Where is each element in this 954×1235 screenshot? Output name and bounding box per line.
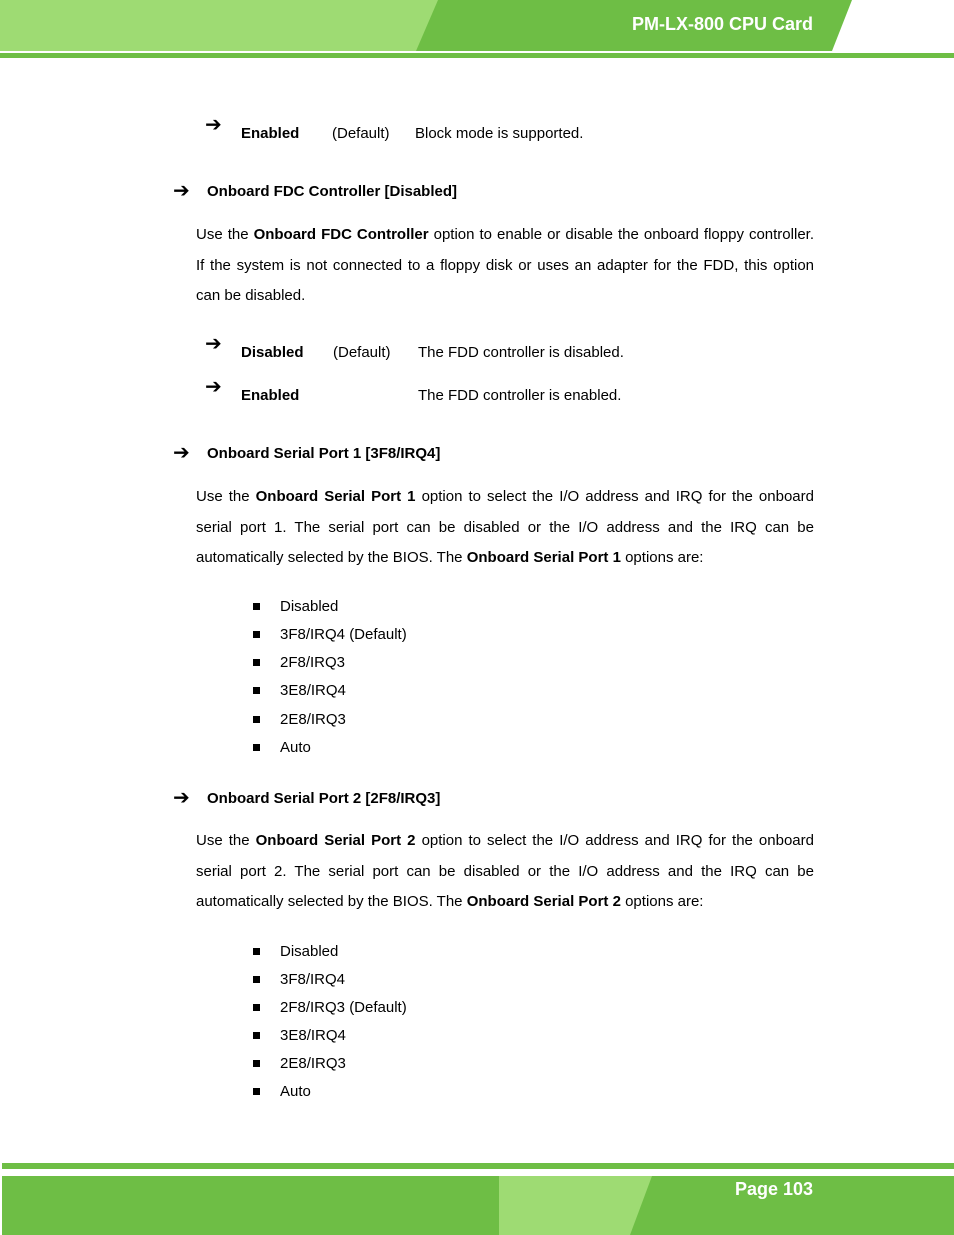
- arrow-icon: ➔: [205, 376, 222, 398]
- option-description: The FDD controller is disabled.: [418, 344, 624, 361]
- list-item: Disabled: [280, 598, 339, 615]
- option-label: Enabled: [241, 387, 300, 404]
- text: options are:: [620, 549, 704, 567]
- footer-rule: [2, 1163, 954, 1169]
- text: options are:: [620, 893, 704, 911]
- text: option to select the I/O address and IRQ for the onboard serial port 2. The serial port can be disabled or the I/O address and the IRQ can be automatically selected by the BIOS. The: [196, 832, 814, 911]
- arrow-icon: ➔: [173, 442, 190, 464]
- header-title: PM-LX-800 CPU Card: [631, 14, 813, 34]
- text: option to enable or disable the onboard floppy controller. If the system is not connected to a floppy disk or uses an adapter for the FDD, this option can be disabled.: [196, 226, 814, 305]
- bullet-square-icon: [253, 1088, 260, 1095]
- list-item: 2E8/IRQ3: [280, 1055, 346, 1072]
- text-bold: Onboard Serial Port 2: [255, 832, 416, 849]
- option-label: Disabled: [241, 344, 304, 361]
- section-heading-fdc: Onboard FDC Controller [Disabled]: [207, 183, 458, 200]
- bullet-square-icon: [253, 1060, 260, 1067]
- text-bold: Onboard Serial Port 1: [466, 549, 621, 567]
- page-number: Page 103: [734, 1179, 813, 1199]
- bullet-square-icon: [253, 976, 260, 983]
- section-heading-serial1: Onboard Serial Port 1 [3F8/IRQ4]: [207, 445, 441, 462]
- list-item: 3F8/IRQ4 (Default): [280, 626, 407, 643]
- list-item: Auto: [280, 1083, 311, 1100]
- list-item: 3F8/IRQ4: [280, 971, 346, 988]
- section-heading-serial2: Onboard Serial Port 2 [2F8/IRQ3]: [207, 790, 441, 807]
- text: Use the: [196, 832, 256, 849]
- bullet-square-icon: [253, 687, 260, 694]
- text-bold: Onboard Serial Port 1: [255, 488, 416, 505]
- text: option to select the I/O address and IRQ for the onboard serial port 1. The serial port can be disabled or the I/O address and the IRQ can be automatically selected by the BIOS. The: [196, 488, 814, 567]
- list-item: 2F8/IRQ3 (Default): [280, 999, 407, 1016]
- list-item: 2F8/IRQ3: [280, 654, 346, 671]
- text: Use the: [196, 488, 256, 505]
- list-item: 2E8/IRQ3: [280, 711, 346, 728]
- arrow-icon: ➔: [173, 180, 190, 202]
- bullet-square-icon: [253, 948, 260, 955]
- bullet-square-icon: [253, 631, 260, 638]
- paragraph-serial1: [196, 482, 814, 574]
- bullet-square-icon: [253, 744, 260, 751]
- list-item: 3E8/IRQ4: [280, 1027, 346, 1044]
- list-item: 3E8/IRQ4: [280, 682, 346, 699]
- arrow-icon: ➔: [205, 333, 222, 355]
- paragraph-fdc: [196, 220, 814, 312]
- bullet-square-icon: [253, 716, 260, 723]
- list-item: Auto: [280, 739, 311, 756]
- arrow-icon: ➔: [173, 787, 190, 809]
- bullet-square-icon: [253, 1032, 260, 1039]
- text-bold: Onboard FDC Controller: [253, 226, 429, 243]
- option-description: The FDD controller is enabled.: [418, 387, 622, 404]
- bullet-square-icon: [253, 659, 260, 666]
- text-bold: Onboard Serial Port 2: [466, 893, 621, 911]
- paragraph-serial2: [196, 826, 814, 918]
- text: Use the: [196, 226, 254, 243]
- option-description: Block mode is supported.: [415, 125, 584, 142]
- arrow-icon: ➔: [205, 114, 222, 136]
- bullet-square-icon: [253, 1004, 260, 1011]
- header-rule: [0, 53, 954, 58]
- list-item: Disabled: [280, 943, 339, 960]
- bullet-square-icon: [253, 603, 260, 610]
- option-default: (Default): [332, 125, 390, 142]
- option-default: (Default): [333, 344, 391, 361]
- option-label: Enabled: [241, 125, 300, 142]
